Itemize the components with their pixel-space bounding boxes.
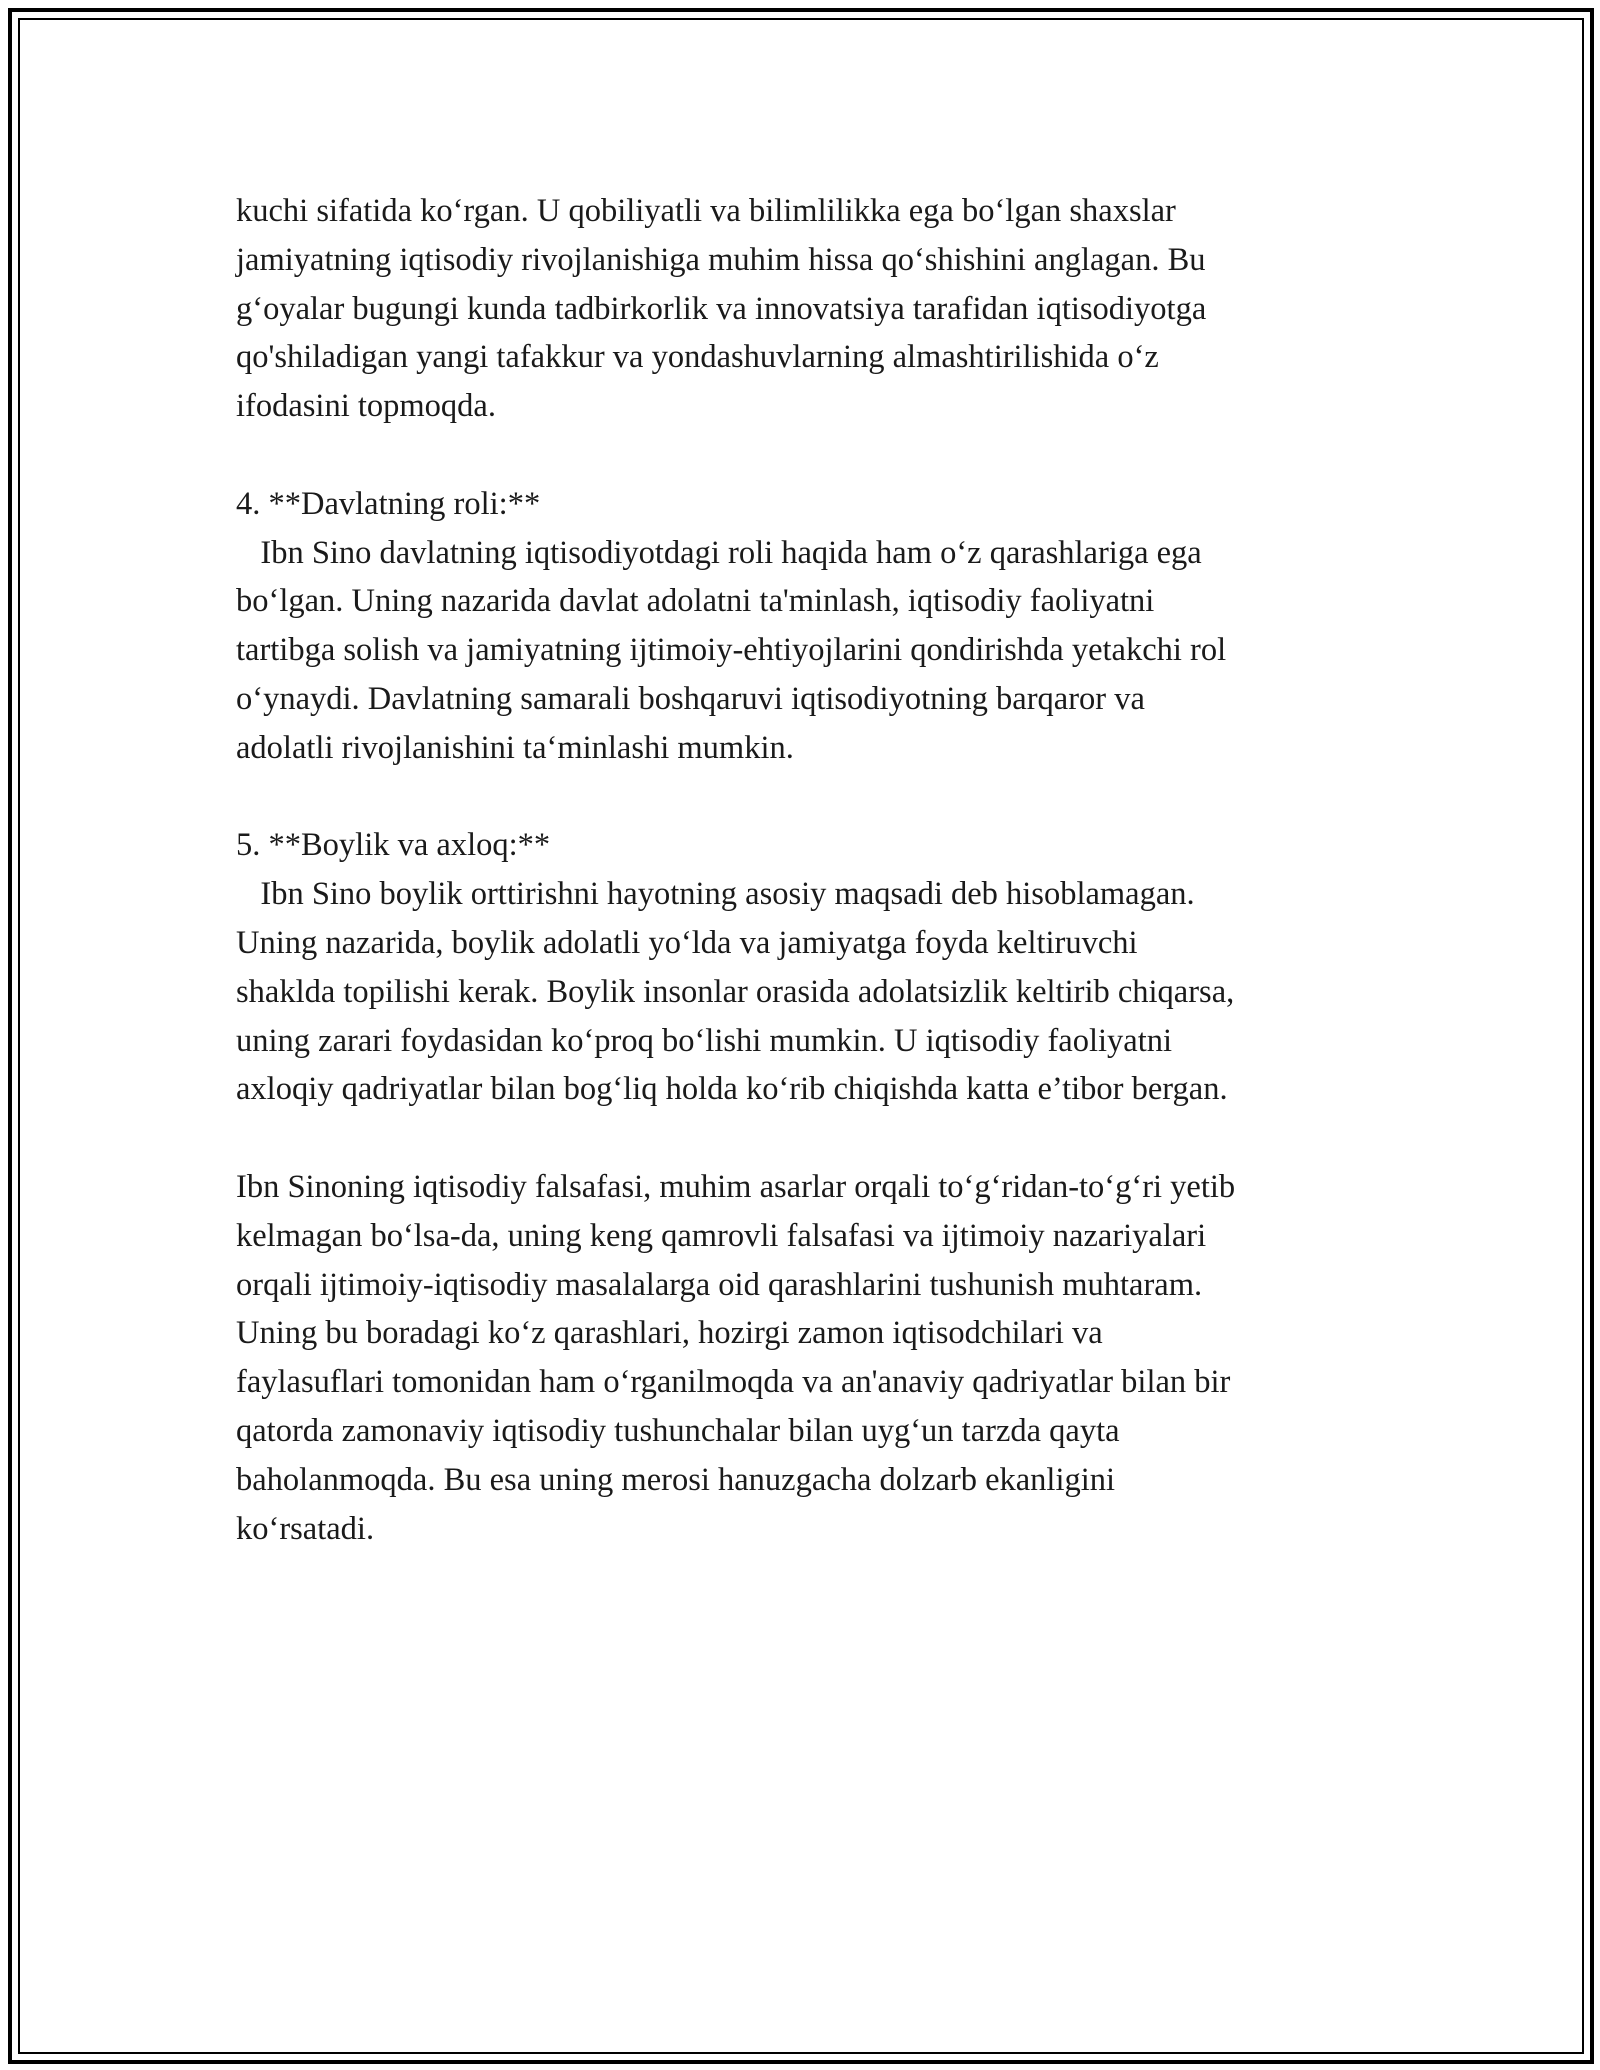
- text-line: Ibn Sino boylik orttirishni hayotning asosiy maqsadi deb hisoblamagan.: [236, 876, 1195, 913]
- text-line: tartibga solish va jamiyatning ijtimoiy-ehtiyojlarini qondirishda yetakchi rol: [236, 632, 1227, 669]
- text-line: faylasuflari tomonidan ham o‘rganilmoqda va an'anaviy qadriyatlar bilan bir: [236, 1364, 1231, 1401]
- text-line: Ibn Sino davlatning iqtisodiyotdagi roli haqida ham o‘z qarashlariga ega: [236, 534, 1202, 571]
- text-line: Ibn Sinoning iqtisodiy falsafasi, muhim asarlar orqali to‘g‘ridan-to‘g‘ri yetib: [236, 1168, 1236, 1205]
- document-body: [236, 187, 1386, 1553]
- paragraph-conclusion: [236, 1163, 1386, 1553]
- text-line: bo‘lgan. Uning nazarida davlat adolatni ta'minlash, iqtisodiy faoliyatni: [236, 583, 1155, 620]
- paragraph-gap: [236, 1114, 1386, 1163]
- section-boylik-va-axloq: [236, 821, 1386, 1114]
- text-line: qatorda zamonaviy iqtisodiy tushunchalar bilan uyg‘un tarzda qayta: [236, 1412, 1120, 1449]
- text-line: g‘oyalar bugungi kunda tadbirkorlik va innovatsiya tarafidan iqtisodiyotga: [236, 290, 1207, 327]
- text-line: jamiyatning iqtisodiy rivojlanishiga muhim hissa qo‘shishini anglagan. Bu: [236, 241, 1206, 278]
- text-line: ko‘rsatadi.: [236, 1510, 375, 1547]
- text-line: axloqiy qadriyatlar bilan bog‘liq holda ko‘rib chiqishda katta e’tibor bergan.: [236, 1071, 1228, 1108]
- text-line: Uning nazarida, boylik adolatli yo‘lda va jamiyatga foyda keltiruvchi: [236, 924, 1138, 961]
- text-line: qo'shiladigan yangi tafakkur va yondashuvlarning almashtirilishida o‘z: [236, 339, 1159, 376]
- paragraph-gap: [236, 773, 1386, 822]
- text-line: adolatli rivojlanishini ta‘minlashi mumkin.: [236, 729, 794, 766]
- text-line: uning zarari foydasidan ko‘proq bo‘lishi mumkin. U iqtisodiy faoliyatni: [236, 1022, 1173, 1059]
- text-line: baholanmoqda. Bu esa uning merosi hanuzgacha dolzarb ekanligini: [236, 1461, 1116, 1498]
- text-line: ifodasini topmoqda.: [236, 388, 496, 425]
- section-heading: 4. **Davlatning roli:**: [236, 485, 541, 522]
- text-line: Uning bu boradagi ko‘z qarashlari, hozirgi zamon iqtisodchilari va: [236, 1315, 1103, 1352]
- text-line: kelmagan bo‘lsa-da, uning keng qamrovli falsafasi va ijtimoiy nazariyalari: [236, 1217, 1207, 1254]
- text-line: orqali ijtimoiy-iqtisodiy masalalarga oid qarashlarini tushunish muhtaram.: [236, 1266, 1203, 1303]
- paragraph-gap: [236, 431, 1386, 480]
- text-line: shaklda topilishi kerak. Boylik insonlar orasida adolatsizlik keltirib chiqarsa,: [236, 973, 1235, 1010]
- text-line: o‘ynaydi. Davlatning samarali boshqaruvi iqtisodiyotning barqaror va: [236, 680, 1145, 717]
- text-line: kuchi sifatida ko‘rgan. U qobiliyatli va bilimlilikka ega bo‘lgan shaxslar: [236, 193, 1176, 229]
- paragraph-intro-continuation: [236, 187, 1386, 431]
- section-davlatning-roli: [236, 480, 1386, 773]
- section-heading: 5. **Boylik va axloq:**: [236, 827, 551, 864]
